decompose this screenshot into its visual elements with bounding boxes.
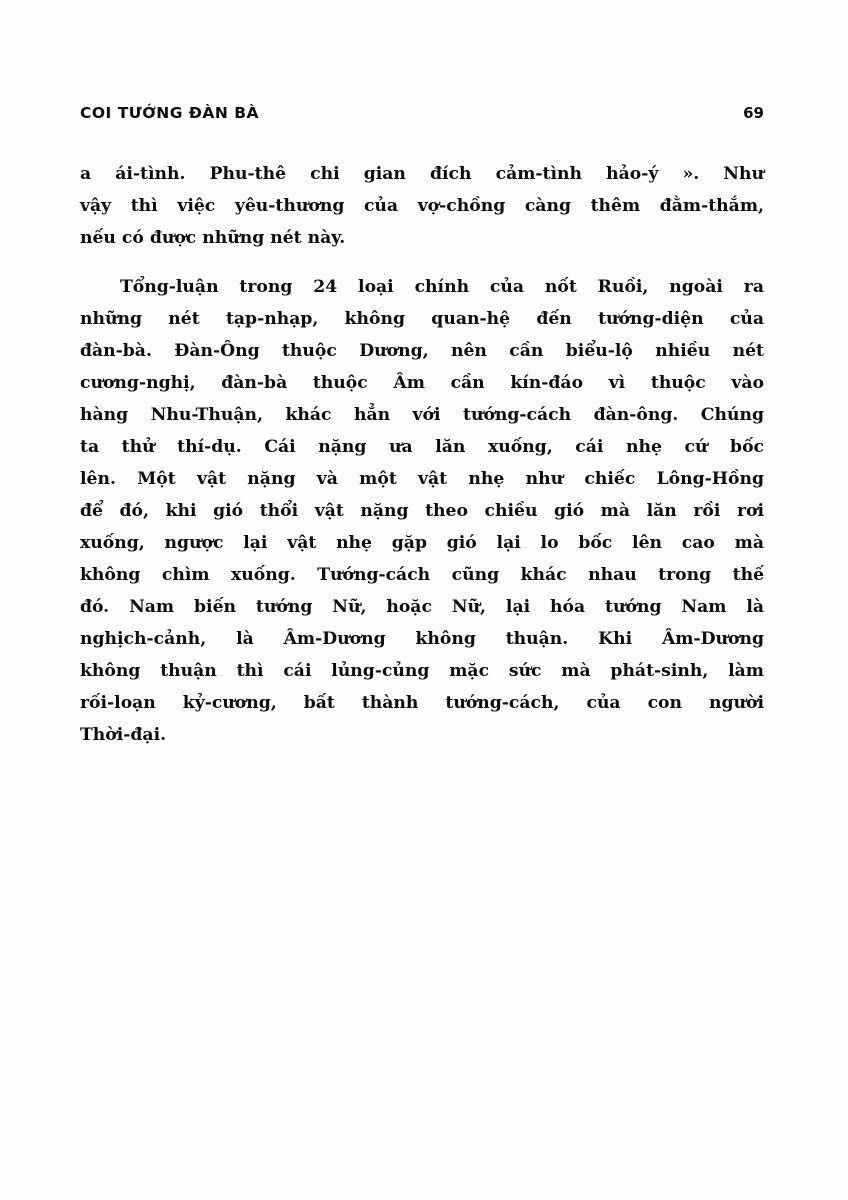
text-line: Tổng-luận trong 24 loại chính của nốt Ruồi, ngoài ra xyxy=(120,277,764,297)
text-line: không chìm xuống. Tướng-cách cũng khác nhau trong thế xyxy=(80,565,764,585)
text-line: xuống, ngược lại vật nhẹ gặp gió lại lo bốc lên cao mà xyxy=(80,533,764,553)
text-line: đó. Nam biến tướng Nữ, hoặc Nữ, lại hóa tướng Nam là xyxy=(80,597,764,617)
text-line: để đó, khi gió thổi vật nặng theo chiều gió mà lăn rồi rơi xyxy=(80,501,764,521)
page-header xyxy=(80,104,764,128)
text-line: rối-loạn kỷ-cương, bất thành tướng-cách, của con người xyxy=(80,693,764,713)
text-line: nếu có được những nét này. xyxy=(80,228,346,248)
text-line: nghịch-cảnh, là Âm-Dương không thuận. Khi Âm-Dương xyxy=(80,629,764,649)
paragraph-gap xyxy=(80,254,764,271)
body-text xyxy=(80,158,764,751)
text-line: vậy thì việc yêu-thương của vợ-chồng càng thêm đằm-thắm, xyxy=(80,196,764,216)
text-line: Thời-đại. xyxy=(80,725,167,745)
page-number: 69 xyxy=(743,104,764,122)
text-line: đàn-bà. Đàn-Ông thuộc Dương, nên cần biểu-lộ nhiều nét xyxy=(80,341,764,361)
text-line: những nét tạp-nhạp, không quan-hệ đến tướng-diện của xyxy=(80,309,764,329)
text-line: không thuận thì cái lủng-củng mặc sức mà phát-sinh, làm xyxy=(80,661,764,681)
text-line: cương-nghị, đàn-bà thuộc Âm cần kín-đáo vì thuộc vào xyxy=(80,373,764,393)
paragraph-1 xyxy=(80,158,764,254)
text-line: a ái-tình. Phu-thê chi gian đích cảm-tình hảo-ý ». Như xyxy=(80,164,764,184)
text-line: hàng Nhu-Thuận, khác hẳn với tướng-cách đàn-ông. Chúng xyxy=(80,405,764,425)
text-line: lên. Một vật nặng và một vật nhẹ như chiếc Lông-Hồng xyxy=(80,469,764,489)
running-title: COI TƯỚNG ĐÀN BÀ xyxy=(80,104,260,122)
paragraph-2 xyxy=(80,271,764,751)
text-line: ta thử thí-dụ. Cái nặng ưa lăn xuống, cái nhẹ cứ bốc xyxy=(80,437,764,457)
